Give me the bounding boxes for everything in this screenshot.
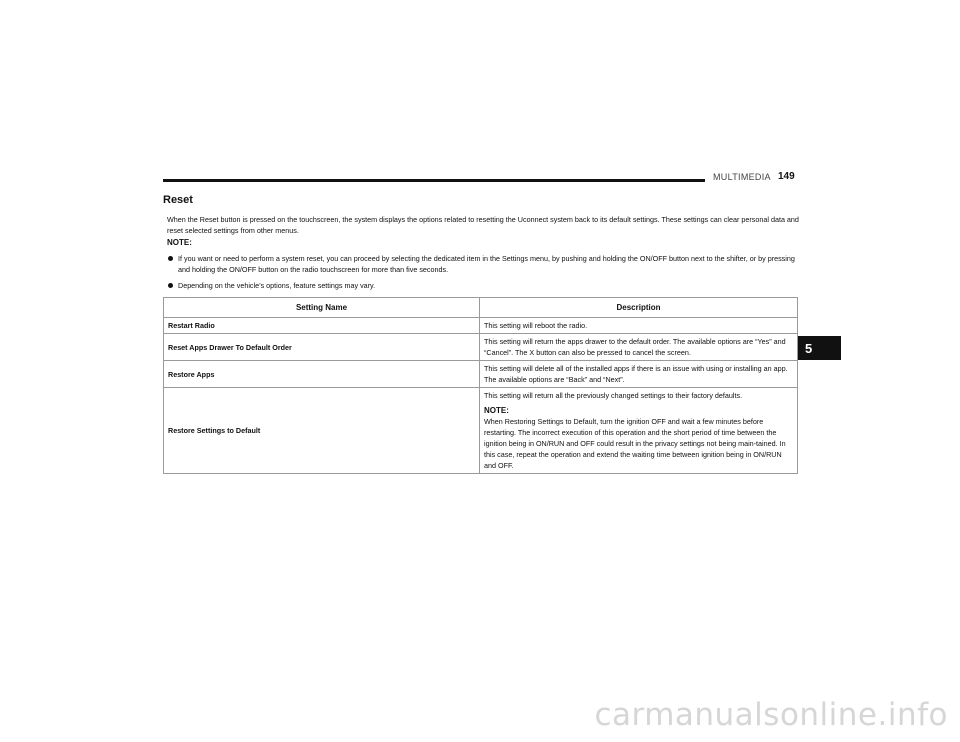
table-row — [164, 361, 798, 388]
column-header-setting-name: Setting Name — [164, 298, 480, 318]
running-header-section: MULTIMEDIA — [713, 172, 771, 182]
description-cell: This setting will delete all of the installed apps if there is an issue with using or installing an app. The available options are “Back” and “Next”. — [480, 361, 798, 388]
setting-name-cell: Restart Radio — [164, 318, 480, 334]
table-header-row — [164, 298, 798, 318]
bullet-icon — [168, 283, 173, 288]
bullet-text: Depending on the vehicle’s options, feature settings may vary. — [178, 281, 376, 290]
column-header-description: Description — [480, 298, 798, 318]
page-number: 149 — [778, 171, 795, 182]
setting-name-cell: Reset Apps Drawer To Default Order — [164, 334, 480, 361]
watermark-text: carmanualsonline.info — [594, 697, 948, 733]
list-item — [167, 253, 799, 275]
table-row — [164, 318, 798, 334]
chapter-tab: 5 — [798, 336, 841, 360]
bullet-icon — [168, 256, 173, 261]
note-bullet-list — [167, 253, 799, 296]
description-cell: This setting will return the apps drawer to the default order. The available options are “Yes” and “Cancel”. The X button can also be pressed to cancel the screen. — [480, 334, 798, 361]
setting-name-cell: Restore Settings to Default — [164, 388, 480, 474]
intro-paragraph: When the Reset button is pressed on the touchscreen, the system displays the options related to resetting the Uconnect system back to its default settings. These settings can clear personal data and reset selected settings from other menus. — [167, 215, 799, 235]
cell-note-label: NOTE: — [484, 406, 509, 415]
bullet-text: If you want or need to perform a system reset, you can proceed by selecting the dedicated item in the Settings menu, by pushing and holding the ON/OFF button next to the shifter, or by pressing and holding the ON/OFF button on the radio touchscreen for more than five seconds. — [178, 254, 795, 274]
reset-settings-table — [163, 297, 798, 474]
cell-note-text: When Restoring Settings to Default, turn the ignition OFF and wait a few minutes before restarting. The incorrect execution of this operation and the short period of time between the ignition being in ON/RUN and OFF could result in the privacy settings not being main-tained. In this case, repeat the operation and extend the waiting time between ignition being in ON/RUN and OFF. — [484, 417, 786, 470]
header-rule — [163, 179, 705, 182]
list-item — [167, 280, 799, 291]
description-cell: This setting will reboot the radio. — [480, 318, 798, 334]
section-title: Reset — [163, 194, 193, 206]
note-label: NOTE: — [167, 238, 192, 247]
table-row — [164, 334, 798, 361]
description-cell — [480, 388, 798, 474]
setting-name-cell: Restore Apps — [164, 361, 480, 388]
table-row — [164, 388, 798, 474]
description-text: This setting will return all the previously changed settings to their factory defaults. — [484, 391, 743, 400]
